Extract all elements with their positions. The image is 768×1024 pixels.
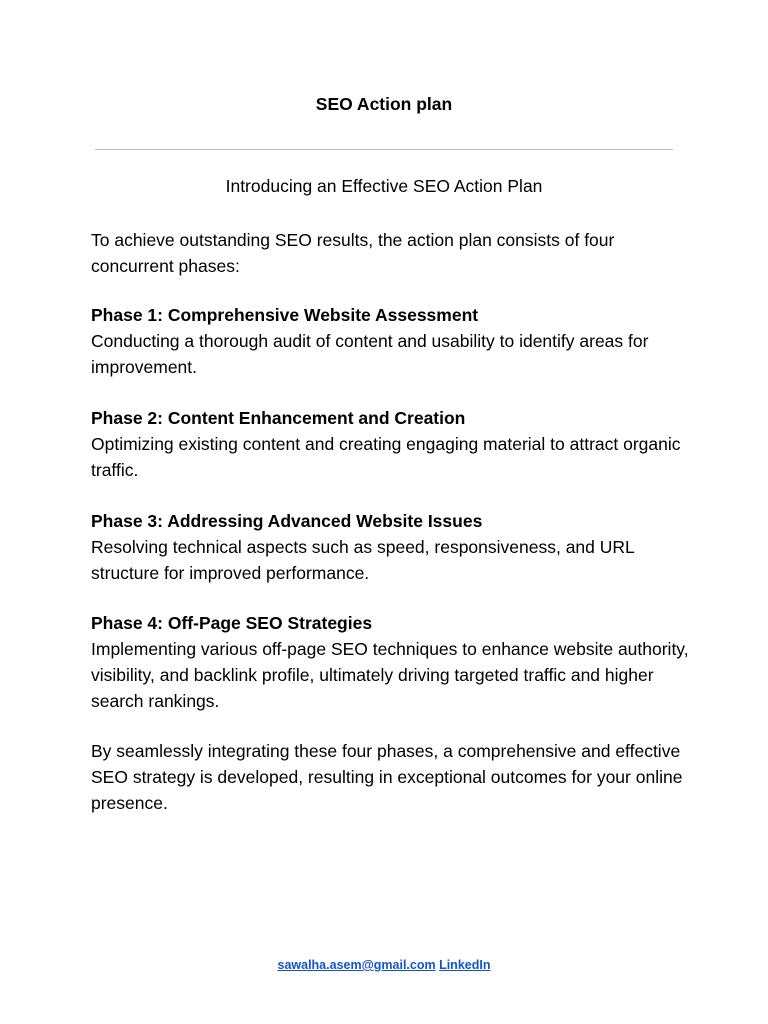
intro-paragraph: To achieve outstanding SEO results, the action plan consists of four concurrent phases: <box>91 230 615 276</box>
phase-description: Implementing various off-page SEO techniques to enhance website authority, visibility, and backlink profile, ultimately driving targeted traffic and higher search rankings. <box>91 639 689 711</box>
document-subtitle: Introducing an Effective SEO Action Plan <box>225 176 543 196</box>
phase-heading: Phase 1: Comprehensive Website Assessment <box>91 305 479 325</box>
linkedin-link[interactable]: LinkedIn <box>439 958 491 972</box>
page-title: SEO Action plan <box>315 94 453 114</box>
phase-heading: Phase 3: Addressing Advanced Website Issues <box>91 511 483 531</box>
phase-heading: Phase 4: Off-Page SEO Strategies <box>91 613 373 633</box>
phase-section-3 <box>91 508 691 586</box>
conclusion-paragraph: By seamlessly integrating these four phases, a comprehensive and effective SEO strategy is developed, resulting in exceptional outcomes for your online presence. <box>91 741 683 813</box>
phase-section-4 <box>91 610 691 714</box>
footer-links <box>0 958 768 972</box>
phase-section-1 <box>91 302 691 380</box>
title-divider <box>95 149 673 150</box>
phase-description: Conducting a thorough audit of content and usability to identify areas for improvement. <box>91 331 649 377</box>
phase-description: Optimizing existing content and creating engaging material to attract organic traffic. <box>91 434 681 480</box>
phase-heading: Phase 2: Content Enhancement and Creation <box>91 408 466 428</box>
phase-description: Resolving technical aspects such as speed, responsiveness, and URL structure for improved performance. <box>91 537 635 583</box>
email-link[interactable]: sawalha.asem@gmail.com <box>277 958 436 972</box>
phase-section-2 <box>91 405 691 483</box>
